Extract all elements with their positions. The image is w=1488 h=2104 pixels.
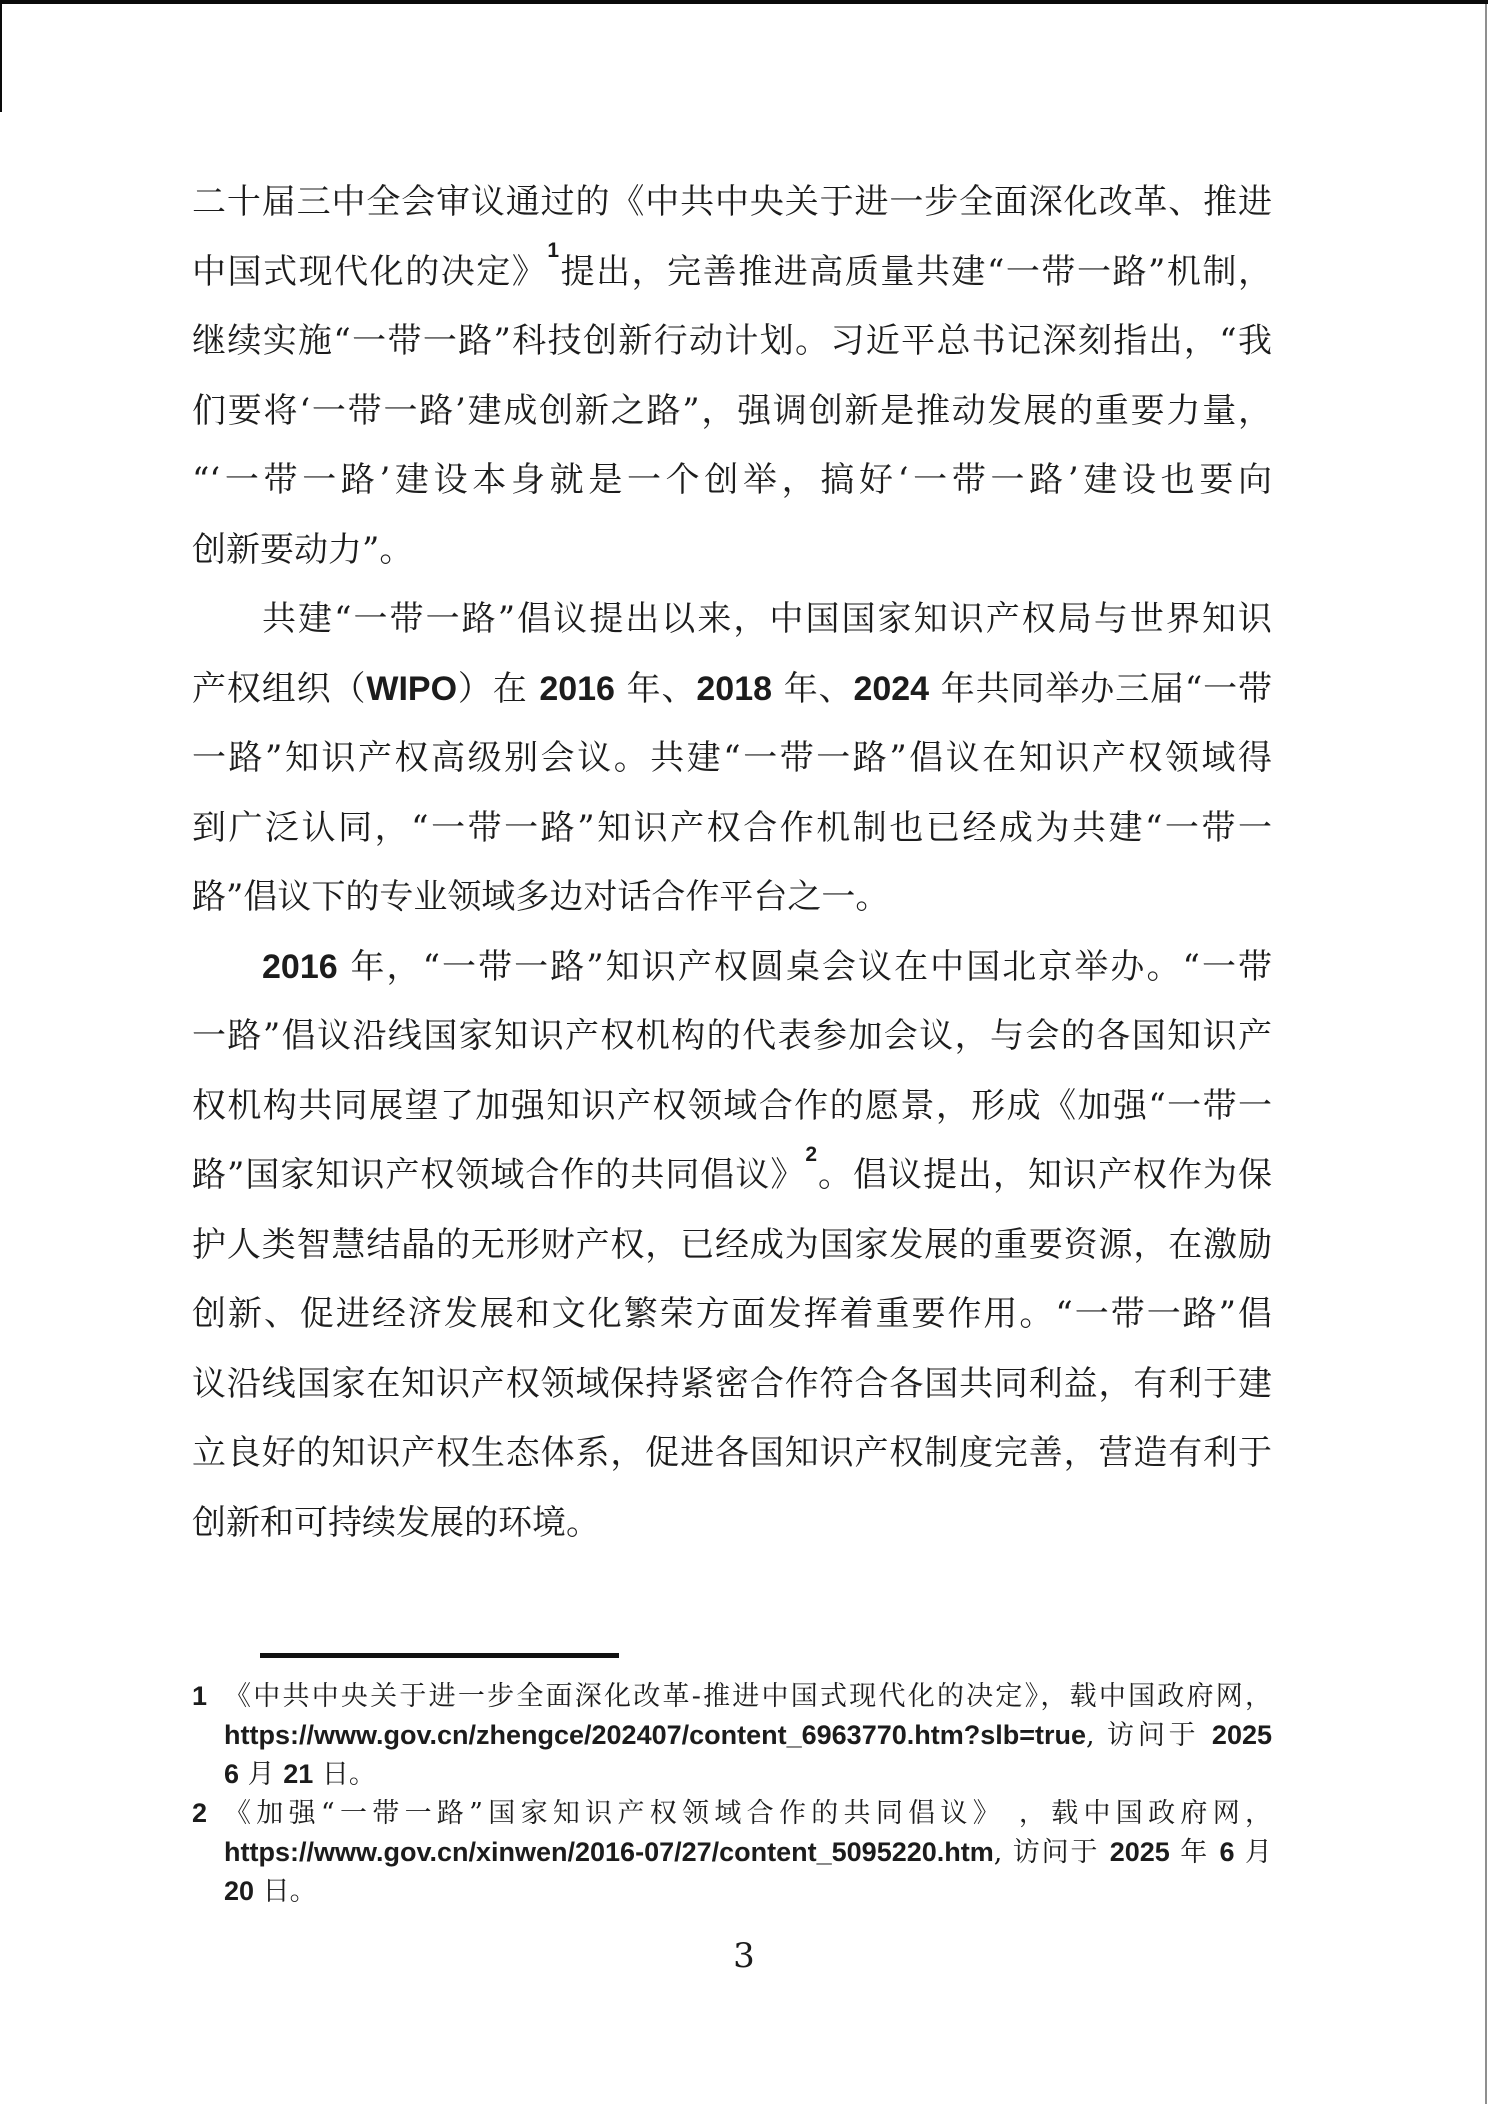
body-text-line: 创新要动力”。 xyxy=(192,529,414,570)
latin-text: 2025 xyxy=(1109,1837,1170,1867)
body-text-line: 二十届三中全会审议通过的《中共中央关于进一步全面深化改革、推进 xyxy=(192,182,1272,222)
latin-text: 2025 xyxy=(1211,1720,1272,1750)
footnote-line: https://www.gov.cn/xinwen/2016-07/27/content_5095220.htm, 访问于 2025 年 6 月 xyxy=(224,1837,1272,1868)
body-text-line: 立良好的知识产权生态体系，促进各国知识产权制度完善，营造有利于 xyxy=(192,1433,1272,1473)
latin-text: 2024 xyxy=(853,669,930,708)
body-text-line: 2016 年，“一带一路”知识产权圆桌会议在中国北京举办。“一带 xyxy=(262,946,1272,987)
latin-text: WIPO xyxy=(366,669,458,708)
latin-text: https://www.gov.cn/zhengce/202407/content_6963770.htm?slb=true xyxy=(224,1720,1087,1750)
footnote-line: 2 《加强“一带一路”国家知识产权领域合作的共同倡议》 ，载中国政府网， xyxy=(192,1794,1272,1833)
footnote-reference: 1 xyxy=(547,239,560,263)
body-text-line: 一路”倡议沿线国家知识产权机构的代表参加会议，与会的各国知识产 xyxy=(192,1016,1272,1056)
latin-text: 6 xyxy=(1219,1837,1235,1867)
latin-text: https://www.gov.cn/xinwen/2016-07/27/content_5095220.htm xyxy=(224,1837,994,1867)
latin-text: 2016 xyxy=(262,947,338,986)
body-text-line: 中国式现代化的决定》$^1$提出，完善推进高质量共建“一带一路”机制， xyxy=(192,239,1272,292)
latin-text: 21 xyxy=(283,1759,314,1789)
scan-edge-right xyxy=(1485,4,1487,2104)
latin-text: 2016 xyxy=(539,669,615,708)
footnote-line: 20 日。 xyxy=(224,1876,317,1907)
body-text-line: 到广泛认同，“一带一路”知识产权合作机制也已经成为共建“一带一 xyxy=(192,807,1272,848)
footnote-number: 1 xyxy=(192,1681,208,1711)
footnote-line: 6 月 21 日。 xyxy=(224,1759,376,1790)
body-text-line: 产权组织（WIPO）在 2016 年、2018 年、2024 年共同举办三届“一带 xyxy=(192,668,1272,709)
footnote xyxy=(192,1677,1272,1794)
body-text-line: “‘一带一路’建设本身就是一个创举，搞好‘一带一路’建设也要向 xyxy=(192,460,1272,500)
body-text-line: 们要将‘一带一路’建成创新之路”，强调创新是推动发展的重要力量， xyxy=(192,390,1272,431)
scan-edge-top xyxy=(0,0,1488,4)
body-text-line: 议沿线国家在知识产权领域保持紧密合作符合各国共同利益，有利于建 xyxy=(192,1363,1272,1404)
footnote-reference: 2 xyxy=(805,1142,818,1166)
body-text-line: 权机构共同展望了加强知识产权领域合作的愿景，形成《加强“一带一 xyxy=(192,1085,1272,1126)
body-text-line: 一路”知识产权高级别会议。共建“一带一路”倡议在知识产权领域得 xyxy=(192,738,1272,778)
footnote-number: 2 xyxy=(192,1798,208,1828)
footnote-line: https://www.gov.cn/zhengce/202407/content_6963770.htm?slb=true, 访问于 2025 xyxy=(224,1720,1272,1751)
body-text-line: 共建“一带一路”倡议提出以来，中国国家知识产权局与世界知识 xyxy=(262,599,1272,639)
footnote-line: 1 《中共中央关于进一步全面深化改革-推进中国式现代化的决定》，载中国政府网， xyxy=(192,1677,1272,1716)
footnote xyxy=(192,1794,1272,1911)
page-number: 3 xyxy=(733,1936,755,1976)
body-text xyxy=(192,168,1272,1558)
footnote-separator xyxy=(260,1653,619,1658)
body-text-line: 创新和可持续发展的环境。 xyxy=(192,1502,600,1543)
body-text-line: 路”倡议下的专业领域多边对话合作平台之一。 xyxy=(192,877,890,917)
body-text-line: 护人类智慧结晶的无形财产权，已经成为国家发展的重要资源，在激励 xyxy=(192,1224,1272,1265)
scan-edge-left xyxy=(0,0,2,112)
body-text-line: 继续实施“一带一路”科技创新行动计划。习近平总书记深刻指出，“我 xyxy=(192,321,1272,361)
latin-text: 20 xyxy=(224,1876,255,1906)
footnotes xyxy=(192,1677,1272,1911)
body-text-line: 路”国家知识产权领域合作的共同倡议》$^2$。倡议提出，知识产权作为保 xyxy=(192,1142,1272,1195)
latin-text: 2018 xyxy=(696,669,773,708)
latin-text: 6 xyxy=(224,1759,240,1789)
body-text-line: 创新、促进经济发展和文化繁荣方面发挥着重要作用。“一带一路”倡 xyxy=(192,1294,1272,1334)
